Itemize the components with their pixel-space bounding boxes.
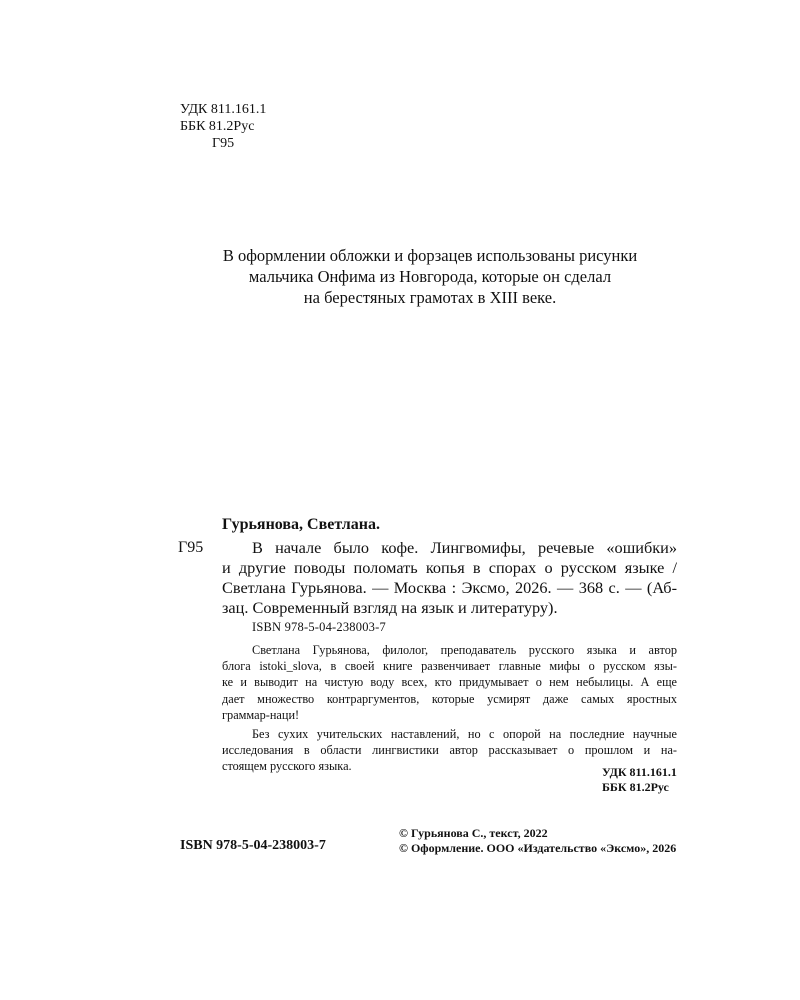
- record-author: Гурьянова, Светлана.: [222, 516, 380, 533]
- annotation-line: дает множество контраргументов, которые усмирят даже самых яростных: [222, 692, 677, 706]
- record-line: и другие поводы поломать копья в спорах о русском языке /: [222, 558, 677, 577]
- cover-note-line: мальчика Онфима из Новгорода, которые он сделал: [248, 267, 612, 286]
- record-line: зац. Современный взгляд на язык и литературу).: [222, 598, 558, 617]
- annotation-line: исследования в области лингвистики автор рассказывает о прошлом и на-: [222, 743, 677, 757]
- annotation-line: граммар-наци!: [222, 708, 300, 722]
- author-mark: Г95: [212, 136, 235, 151]
- record-isbn: ISBN 978-5-04-238003-7: [252, 620, 386, 634]
- udk-code: УДК 811.161.1: [180, 102, 267, 117]
- annotation-line: блога istoki_slova, в своей книге развенчивает главные мифы о русском язы-: [222, 659, 677, 673]
- annotation-line: Светлана Гурьянова, филолог, преподаватель русского языка и автор: [252, 643, 677, 657]
- record-line: В начале было кофе. Лингвомифы, речевые «ошибки»: [252, 538, 677, 557]
- annotation-line: стоящем русского языка.: [222, 759, 352, 773]
- udk-code-bottom: УДК 811.161.1: [602, 765, 677, 779]
- bbk-code: ББК 81.2Рус: [180, 119, 255, 134]
- copyright-design: © Оформление. ООО «Издательство «Эксмо», 2026: [399, 841, 677, 855]
- cover-note-line: на берестяных грамотах в XIII веке.: [303, 288, 557, 307]
- annotation-line: ке и выводит на чистую воду всех, кто придумывает о нем небылицы. А еще: [222, 675, 677, 689]
- copyright-text: © Гурьянова С., текст, 2022: [399, 826, 548, 840]
- record-line: Светлана Гурьянова. — Москва : Эксмо, 2026. — 368 с. — (Аб-: [222, 578, 677, 597]
- annotation-line: Без сухих учительских наставлений, но с опорой на последние научные: [252, 727, 677, 741]
- cover-note-line: В оформлении обложки и форзацев использованы рисунки: [222, 246, 638, 265]
- isbn-main: ISBN 978-5-04-238003-7: [180, 838, 326, 853]
- record-author-mark: Г95: [178, 539, 204, 556]
- bbk-code-bottom: ББК 81.2Рус: [602, 780, 669, 794]
